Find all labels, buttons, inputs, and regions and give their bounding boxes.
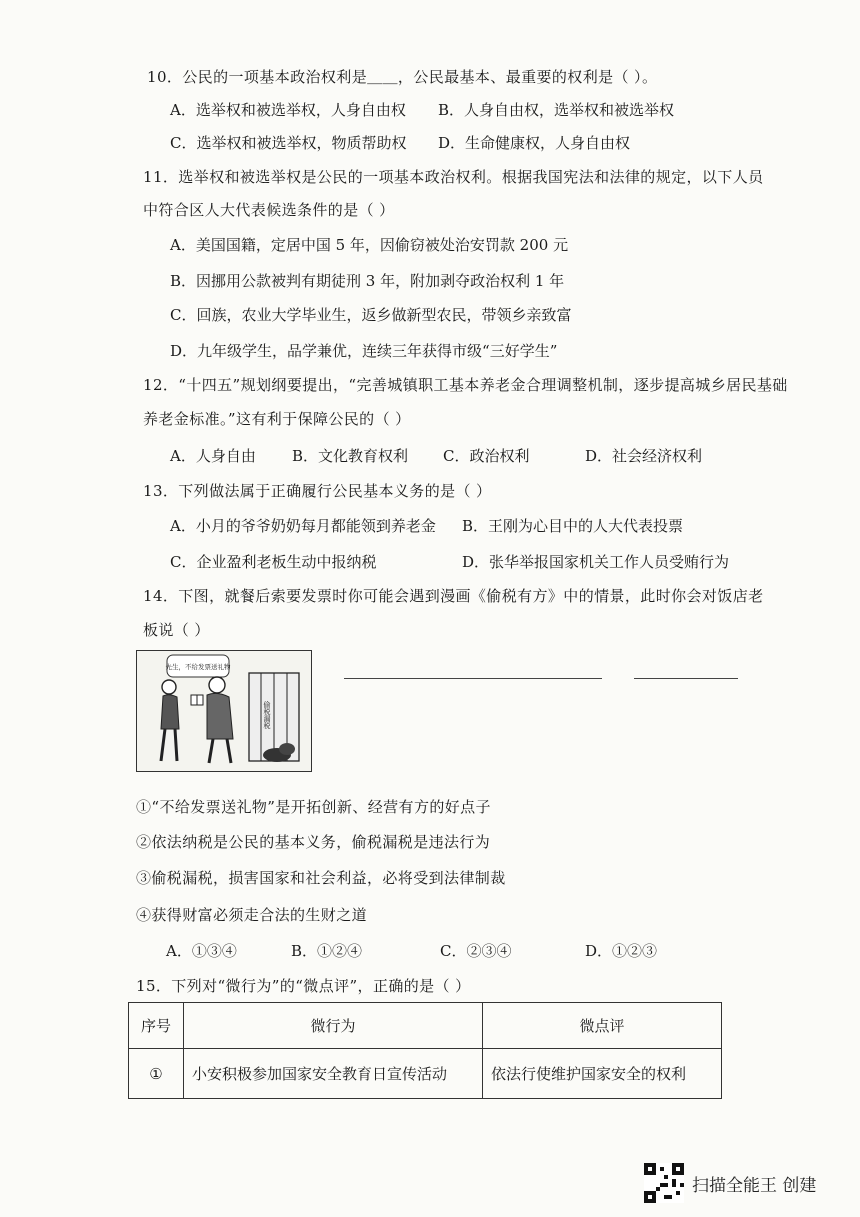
q14-option-d: D．①②③ [585, 942, 658, 960]
q14-statement-2: ②依法纳税是公民的基本义务，偷税漏税是违法行为 [136, 833, 491, 851]
q14-option-b: B．①②④ [291, 942, 363, 960]
q10-option-b: B．人身自由权，选举权和被选举权 [438, 101, 675, 119]
q13-stem: 13．下列做法属于正确履行公民基本义务的是（ ） [143, 482, 492, 500]
q13-option-b: B．王刚为心目中的人大代表投票 [462, 517, 684, 535]
q10-option-d: D．生命健康权，人身自由权 [438, 134, 631, 152]
q10-option-c: C．选举权和被选举权，物质帮助权 [170, 134, 407, 152]
q11-stem-line1: 11．选举权和被选举权是公民的一项基本政治权利。根据我国宪法和法律的规定，以下人员 [143, 168, 764, 186]
q11-option-a: A．美国国籍，定居中国 5 年，因偷窃被处治安罚款 200 元 [170, 236, 569, 254]
q12-stem-line1: 12．“十四五”规划纲要提出，“完善城镇职工基本养老金合理调整机制，逐步提高城乡居民基础 [143, 376, 788, 394]
q12-stem-line2: 养老金标准。”这有利于保障公民的（ ） [143, 410, 411, 428]
cartoon-drawing [137, 651, 311, 771]
q10-stem: 10．公民的一项基本政治权利是＿＿，公民最基本、最重要的权利是（ ）。 [147, 68, 658, 86]
q14-statement-3: ③偷税漏税，损害国家和社会利益，必将受到法律制裁 [136, 869, 506, 887]
q11-option-b: B．因挪用公款被判有期徒刑 3 年，附加剥夺政治权利 1 年 [170, 272, 565, 290]
q12-option-c: C．政治权利 [443, 447, 530, 465]
q14-stem-line1: 14．下图，就餐后索要发票时你可能会遇到漫画《偷税有方》中的情景，此时你会对饭店老 [143, 587, 764, 605]
q11-option-d: D．九年级学生，品学兼优，连续三年获得市级“三好学生” [170, 342, 558, 360]
table-header-row [129, 1003, 722, 1049]
table-header-comment: 微点评 [483, 1003, 722, 1049]
q13-option-a: A．小月的爷爷奶奶每月都能领到养老金 [170, 517, 436, 535]
qr-code-icon [644, 1163, 684, 1203]
cartoon-bubble-text: 先生，不给发票送礼物 [165, 663, 231, 671]
q14-option-c: C．②③④ [440, 942, 512, 960]
q12-option-a: A．人身自由 [170, 447, 256, 465]
table-header-behavior: 微行为 [184, 1003, 483, 1049]
scanner-watermark [644, 1163, 816, 1203]
q15-stem: 15．下列对“微行为”的“微点评”，正确的是（ ） [136, 977, 471, 995]
q13-option-c: C．企业盈利老板生动中报纳税 [170, 553, 377, 571]
scanner-label: 扫描全能王 创建 [692, 1175, 817, 1196]
q12-option-b: B．文化教育权利 [292, 447, 409, 465]
q14-statement-1: ①“不给发票送礼物”是开拓创新、经营有方的好点子 [136, 798, 491, 816]
q13-option-d: D．张华举报国家机关工作人员受贿行为 [462, 553, 730, 571]
tax-evasion-cartoon [136, 650, 312, 772]
answer-blank-line-1 [344, 678, 602, 679]
q11-option-c: C．回族，农业大学毕业生，返乡做新型农民，带领乡亲致富 [170, 306, 572, 324]
q12-option-d: D．社会经济权利 [585, 447, 703, 465]
q10-option-a: A．选举权和被选举权，人身自由权 [170, 101, 406, 119]
table-row [129, 1049, 722, 1099]
table-cell-behavior: 小安积极参加国家安全教育日宣传活动 [184, 1049, 483, 1099]
cartoon-door-text: 偷税漏税 [263, 701, 271, 729]
q11-stem-line2: 中符合区人大代表候选条件的是（ ） [143, 201, 395, 219]
table-header-index: 序号 [129, 1003, 184, 1049]
q15-table [128, 1002, 722, 1099]
table-cell-comment: 依法行使维护国家安全的权利 [483, 1049, 722, 1099]
answer-blank-line-2 [634, 678, 738, 679]
table-cell-index: ① [129, 1049, 184, 1099]
q14-option-a: A．①③④ [166, 942, 237, 960]
q14-statement-4: ④获得财富必须走合法的生财之道 [136, 906, 368, 924]
q14-stem-line2: 板说（ ） [143, 621, 210, 639]
